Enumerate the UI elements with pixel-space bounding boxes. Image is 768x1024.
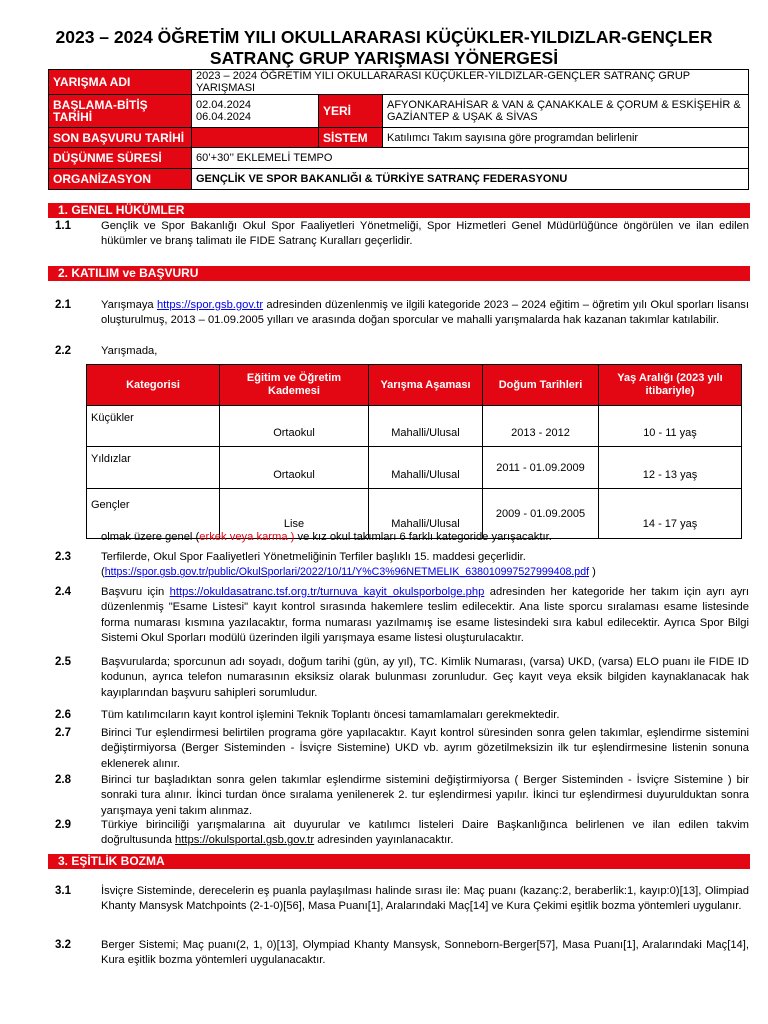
info-row-baslama-bitis [49,95,749,128]
item-number: 2.6 [55,709,71,721]
info-row-son-basvuru [49,128,749,148]
text-run: ve kız okul takımları 6 farklı kategoride yarışacaktır. [294,531,552,543]
baslama-bitis-label: BAŞLAMA-BİTİŞ TARİHİ [49,95,192,128]
organizasyon-label: ORGANİZASYON [49,169,192,190]
table-cell: Ortaokul [220,406,369,447]
yeri-label: YERİ [319,95,383,128]
item-number: 2.4 [55,586,71,598]
item-text: Başvurularda; sporcunun adı soyadı, doğum tarihi (gün, ay yıl), TC. Kimlik Numarası, (varsa) UKD, (varsa) ELO puanı ile FIDE ID kodunun, ayrıca telefon numarasının eksiksiz olarak bulunması zorunludur. Geç kayıt veya eksik bilgiden kaynaklanacak hak kayıplarından başvuru sahipleri sorumludur. [101,656,749,699]
yeri-value: AFYONKARAHİSAR & VAN & ÇANAKKALE & ÇORUM & ESKİŞEHİR & GAZİANTEP & UŞAK & SİVAS [383,95,749,128]
category-header-row [87,365,742,406]
text-run: Başvuru için [101,586,170,598]
dusunme-value: 60’+30’’ EKLEMELİ TEMPO [192,148,749,169]
table-cell: Mahalli/Ulusal [369,489,483,539]
item-number: 2.7 [55,727,71,739]
item-number: 3.1 [55,885,71,897]
dusunme-label: DÜŞÜNME SÜRESİ [49,148,192,169]
spor-gsb-link[interactable]: https://spor.gsb.gov.tr [156,299,264,311]
header-cell: Eğitim ve Öğretim Kademesi [220,365,369,406]
item-number: 2.5 [55,656,71,668]
text-run-red: erkek veya karma ) [199,531,295,543]
table-cell: 14 - 17 yaş [599,489,742,539]
section-heading-esitlik-bozma: 3. EŞİTLİK BOZMA [48,854,750,869]
document-title-line-2: SATRANÇ GRUP YARIŞMASI YÖNERGESİ [209,48,559,68]
table-cell: Mahalli/Ulusal [369,406,483,447]
item-text: Gençlik ve Spor Bakanlığı Okul Spor Faaliyetleri Yönetmeliği, Spor Hizmetleri Genel Müdürlüğünce öngörülen ve ilan edilen hükümler ve branş talimatı ile FIDE Satranç Kuralları geçerlidir. [101,220,749,248]
item-number: 3.2 [55,939,71,951]
item-text [101,298,749,329]
turnuva-kayit-link[interactable]: https://okuldasatranc.tsf.org.tr/turnuva_kayit_okulsporbolge.php [169,586,485,598]
table-row [87,406,742,447]
text-run: Yarışmaya [101,299,157,311]
bitis-date: 06.04.2024 [196,111,252,123]
text-run: olmak üzere genel ( [101,531,200,543]
son-basvuru-value [192,128,319,148]
table-cell: Mahalli/Ulusal [369,447,483,489]
section-heading-katilim-basvuru: 2. KATILIM ve BAŞVURU [48,266,750,281]
son-basvuru-label: SON BAŞVURU TARİHİ [49,128,192,148]
item-number: 2.3 [55,551,71,563]
item-text [101,818,749,849]
info-row-dusunme [49,148,749,169]
item-number: 2.9 [55,819,71,831]
table-cell: 2009 - 01.09.2005 [483,489,599,539]
info-row-organizasyon [49,169,749,190]
text-run: ( [101,566,105,579]
header-cell: Doğum Tarihleri [483,365,599,406]
text-run: adresinden her kategoride her takım için ayrı ayrı düzenlenmiş "Esame Listesi" kayıt kontrol sırasında hakemlere teslim edilecektir. Ana liste sporcu sıralaması esame listesinde forma numarası kısmına yazılacaktır, forma numarası yazılmamış ise esame listesindeki sıra kabul edilecektir. Ayrıca Spor Bilgi Sistemi Okul Sporları modülü üzerinden ilgili yarışmaya esame listesi oluşturulacaktır. [101,586,750,645]
text-run: Terfilerde, Okul Spor Faaliyetleri Yönetmeliğinin Terfiler başlıklı 15. maddesi geçerlidir. [101,551,526,563]
okulsportal-link[interactable]: https://okulsportal.gsb.gov.tr [175,834,315,847]
sistem-label: SİSTEM [319,128,383,148]
item-text [101,585,749,647]
table-cell: Ortaokul [220,447,369,489]
organizasyon-value: GENÇLİK VE SPOR BAKANLIĞI & TÜRKİYE SATRANÇ FEDERASYONU [192,169,749,190]
text-run: Türkiye birinciliği yarışmalarına ait duyurular ve katılımcı listeleri Daire Başkanlığınca belirlenen ve ilan edilen takvim doğrultusunda [101,819,749,847]
header-cell: Yarışma Aşaması [369,365,483,406]
item-text: İsviçre Sisteminde, derecelerin eş puanla paylaşılması halinde sırası ile: Maç puanı (kazanç:2, beraberlik:1, kayıp:0)[13], Olimpiad Khanty Mansysk Matchpoints (2-1-0)[56], Masa Puanı[1], Aralarındaki Maç[14] ve Kura Çekimi eşitlik bozma yöntemleri uygulanır. [101,885,749,913]
competition-info-table [48,69,749,190]
text-run: adresinden yayınlanacaktır. [314,834,454,847]
item-number: 2.2 [55,345,71,357]
yonetmelik-pdf-link[interactable]: https://spor.gsb.gov.tr/public/OkulSporlari/2022/10/11/Y%C3%96NETMELIK_638010997527999408.pdf [104,566,590,579]
sistem-value: Katılımcı Takım sayısına göre programdan belirlenir [383,128,749,148]
item-text: Birinci tur başladıktan sonra gelen takımlar eşlendirme sistemini değiştirmiyorsa ( Berger Sisteminden - İsviçre Sistemine ) bir sonraki tura alınır. İkinci turdan önce sıralama yenilenerek 2. tur eşlendirmesi yapılır. İkinci tur eşlendirmesi duyurulduktan sonra yarışmaya yeni takım alınmaz. [101,774,749,817]
header-cell: Kategorisi [87,365,220,406]
table-cell: 2013 - 2012 [483,406,599,447]
category-table [86,364,742,539]
text-run: ) [589,566,596,579]
document-title-line-1: 2023 – 2024 ÖĞRETİM YILI OKULLARARASI KÜÇÜKLER-YILDIZLAR-GENÇLER [55,27,713,47]
item-text-continuation [101,530,749,545]
text-run: adresinden düzenlenmiş ve ilgili kategoride 2023 – 2024 eğitim – öğretim yılı Okul sporları lisansı oluşturulmuş, 2013 – 01.09.2005 yılları ve arasında doğan sporcular ve mahalli yarışmalarda hak kazanan takımlar katılabilir. [101,299,749,327]
item-text: Berger Sistemi; Maç puanı(2, 1, 0)[13], Olympiad Khanty Mansysk, Sonneborn-Berger[57], Masa Puanı[1], Aralarındaki Maç[14], Kura eşitlik bozma yöntemleri uygulanacaktır. [101,939,749,967]
yarisma-adi-value: 2023 – 2024 ÖĞRETİM YILI OKULLARARASI KÜÇÜKLER-YILDIZLAR-GENÇLER SATRANÇ GRUP YARIŞMASI [192,70,749,95]
info-row-yarisma-adi [49,70,749,95]
section-heading-genel-hukumler: 1. GENEL HÜKÜMLER [48,203,750,218]
item-text: Birinci Tur eşlendirmesi belirtilen programa göre yapılacaktır. Kayıt kontrol süresinden sonra gelen takımlar, eşlendirme sistemini değiştirmiyorsa (Berger Sisteminden - İsviçre Sistemine) UKD vb. ayrım gözetilmeksizin ilk tur eşlendirmesine listenin sonuna eklenerek alınır. [101,727,749,770]
item-number: 1.1 [55,220,71,232]
item-text [101,550,749,581]
table-cell: Küçükler [87,406,220,447]
table-cell: 2011 - 01.09.2009 [483,447,599,489]
baslama-date: 02.04.2024 [196,99,252,111]
table-cell: 12 - 13 yaş [599,447,742,489]
table-cell: Lise [220,489,369,539]
table-row [87,447,742,489]
table-cell: 10 - 11 yaş [599,406,742,447]
baslama-bitis-value [192,95,319,128]
item-number: 2.8 [55,774,71,786]
table-cell: Yıldızlar [87,447,220,489]
header-cell: Yaş Aralığı (2023 yılı itibariyle) [599,365,742,406]
table-cell: Gençler [87,489,220,539]
yarisma-adi-label: YARIŞMA ADI [49,70,192,95]
item-text: Tüm katılımcıların kayıt kontrol işlemini Teknik Toplantı öncesi tamamlamaları gerekmektedir. [101,709,560,721]
item-text: Yarışmada, [101,345,158,357]
item-number: 2.1 [55,299,71,311]
